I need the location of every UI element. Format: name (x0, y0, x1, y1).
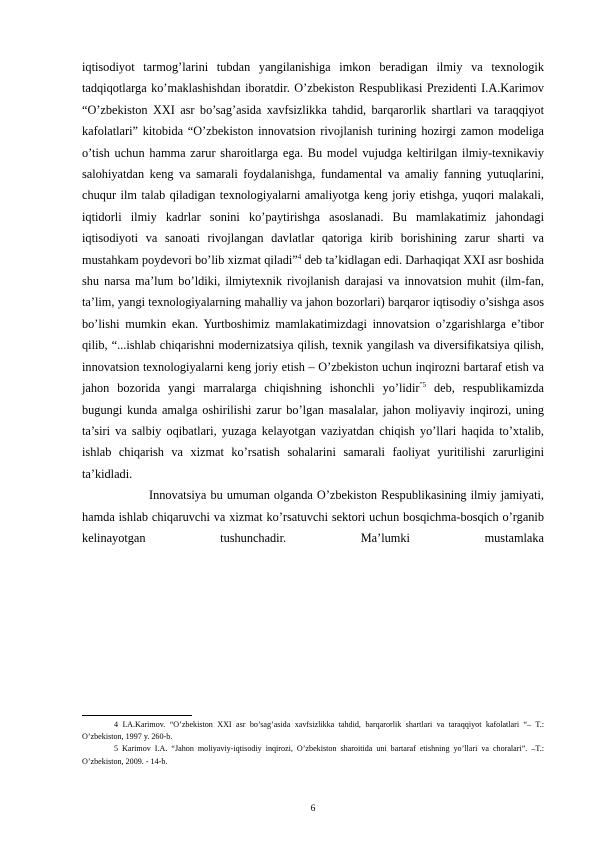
paragraph-1 (82, 57, 544, 485)
paragraph-1-part-a: iqtisodiyot tarmog’larini tubdan yangilanishiga imkon beradigan ilmiy va texnologik tadqiqotlarga ko’maklashishdan iboratdir. O’zbekiston Respublikasi Prezidenti I.A.Karimov “O’zbekiston XXI asr bo’sag’asida xavfsizlikka tahdid, barqarorlik shartlari va taraqqiyot kafolatlari” kitobida “O’zbekiston innovatsion rivojlanish turining hozirgi zamon modeliga o’tish uchun hamma zarur sharoitlarga ega. Bu model vujudga keltirilgan ilmiy-texnikaviy salohiyatdan keng va samarali foydalanishga, fundamental va amaliy fanning yutuqlarini, chuqur ilm talab qiladigan texnologiyalarni amaliyotga keng joriy etishga, yuqori malakali, iqtidorli ilmiy kadrlar sonini ko’paytirishga asoslanadi. Bu mamlakatimiz jahondagi iqtisodiyoti va sanoati rivojlangan davlatlar qatoriga kirib borishining zarur sharti va mustahkam poydevori bo’lib xizmat qiladi” (82, 60, 544, 267)
footnote-divider (82, 715, 192, 716)
footnote-ref-5: ”5 (419, 381, 427, 390)
paragraph-1-part-c: deb, respublikamizda bugungi kunda amalga oshirilishi zarur bo’lgan masalalar, jahon moliyaviy inqirozi, uning ta’siri va salbiy oqibatlari, yuzaga kelayotgan vaziyatdan chiqish yo’llari haqida to’xtalib, ishlab chiqarish va xizmat ko’rsatish sohalarini samarali faoliyat yuritilishi zarurligini ta’kidladi. (82, 381, 544, 481)
page-number: 6 (310, 804, 316, 814)
paragraph-2-text: Innovatsiya bu umuman olganda O’zbekiston Respublikasining ilmiy jamiyati, hamda ishlab chiqaruvchi va xizmat ko’rsatuvchi sektori uchun bosqichma-bosqich o’rganib kelinayotgan tushunchadir. Ma’lumki mustamlaka (82, 488, 544, 545)
paragraph-1-part-b: deb ta’kidlagan edi. Darhaqiqat XXI asr boshida shu narsa ma’lum bo’ldiki, ilmiytexnik rivojlanish darajasi va innovatsion muhit (ilm-fan, ta’lim, yangi texnologiyalarning mahalliy va jahon bozorlari) barqaror iqtisodiy o’sishga asos bo’lishi mumkin ekan. Yurtboshimiz mamlakatimizdagi innovatsion o’zgarishlarga e’tibor qilib, “...ishlab chiqarishni modernizatsiya qilish, texnik yangilash va diversifikatsiya qilish, innovatsion texnologiyalarni keng joriy etish – O’zbekiston uchun inqirozni bartaraf etish va jahon bozorida yangi marralarga chiqishning ishonchli yo’lidir (82, 252, 544, 396)
paragraph-2 (82, 485, 544, 549)
body-text (82, 57, 544, 549)
footnotes (82, 719, 544, 768)
footnote-ref-4: 4 (297, 252, 302, 261)
footnote-4: 4 I.A.Karimov. “O’zbekiston XXI asr bo’sag’asida xavfsizlikka tahdid, barqarorlik shartlari va taraqqiyot kafolatlari “– T.: O’zbekiston, 1997 y. 260-b. (82, 720, 544, 742)
footnote-5: 5 Karimov I.A. “Jahon moliyaviy-iqtisodiy inqirozi, O’zbekiston sharoitida uni bartaraf etishning yo’llari va choralari”. –T.: O’zbekiston, 2009. - 14-b. (82, 744, 544, 766)
